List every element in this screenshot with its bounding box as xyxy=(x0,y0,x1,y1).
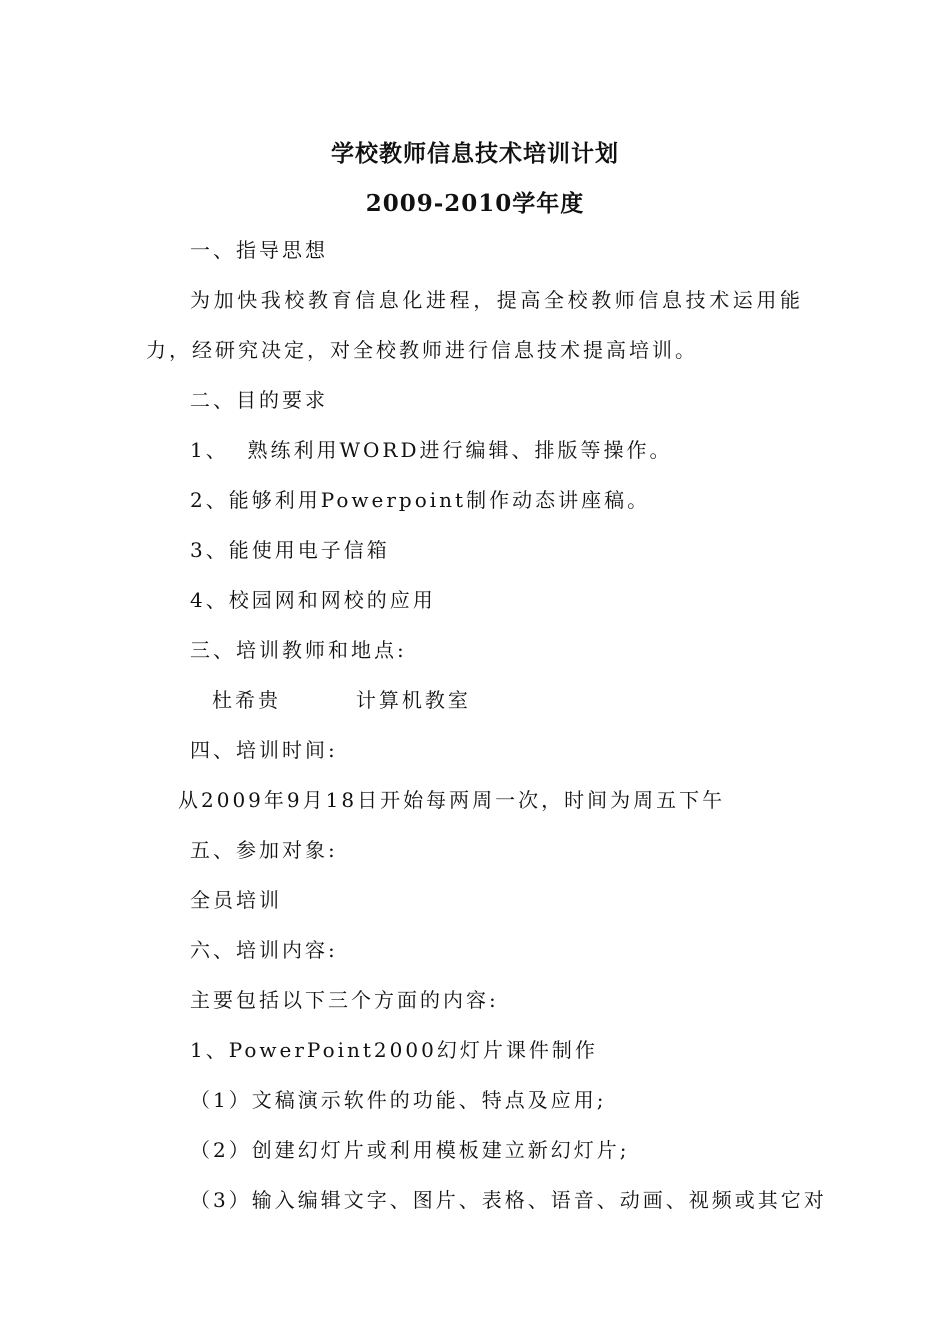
list-item: （3）输入编辑文字、图片、表格、语音、动画、视频或其它对 xyxy=(190,1188,827,1212)
paragraph-line: 力，经研究决定，对全校教师进行信息技术提高培训。 xyxy=(146,338,698,362)
participants-text: 全员培训 xyxy=(190,888,282,912)
document-subtitle: 2009-2010学年度 xyxy=(365,190,585,217)
training-time-text: 从2009年9月18日开始每两周一次，时间为周五下午 xyxy=(178,788,726,812)
paragraph-line: 主要包括以下三个方面的内容: xyxy=(190,988,499,1012)
list-item: 4、校园网和网校的应用 xyxy=(190,588,436,612)
list-item: 3、能使用电子信箱 xyxy=(190,538,390,562)
heading-training-time: 四、培训时间: xyxy=(190,738,338,762)
paragraph-line: 为加快我校教育信息化进程，提高全校教师信息技术运用能 xyxy=(190,288,804,312)
list-item: 2、能够利用Powerpoint制作动态讲座稿。 xyxy=(190,488,651,512)
heading-objectives: 二、目的要求 xyxy=(190,388,328,412)
list-item: （2）创建幻灯片或利用模板建立新幻灯片; xyxy=(190,1138,630,1162)
list-item: 1、 熟练利用WORD进行编辑、排版等操作。 xyxy=(190,438,673,462)
list-item: （1）文稿演示软件的功能、特点及应用; xyxy=(190,1088,607,1112)
trainer-location-text: 杜希贵 计算机教室 xyxy=(212,688,471,712)
document-title: 学校教师信息技术培训计划 xyxy=(331,140,619,167)
heading-participants: 五、参加对象: xyxy=(190,838,338,862)
heading-training-content: 六、培训内容: xyxy=(190,938,338,962)
heading-guiding-ideology: 一、指导思想 xyxy=(190,238,328,262)
heading-trainer-location: 三、培训教师和地点: xyxy=(190,638,407,662)
list-item: 1、PowerPoint2000幻灯片课件制作 xyxy=(190,1038,598,1062)
